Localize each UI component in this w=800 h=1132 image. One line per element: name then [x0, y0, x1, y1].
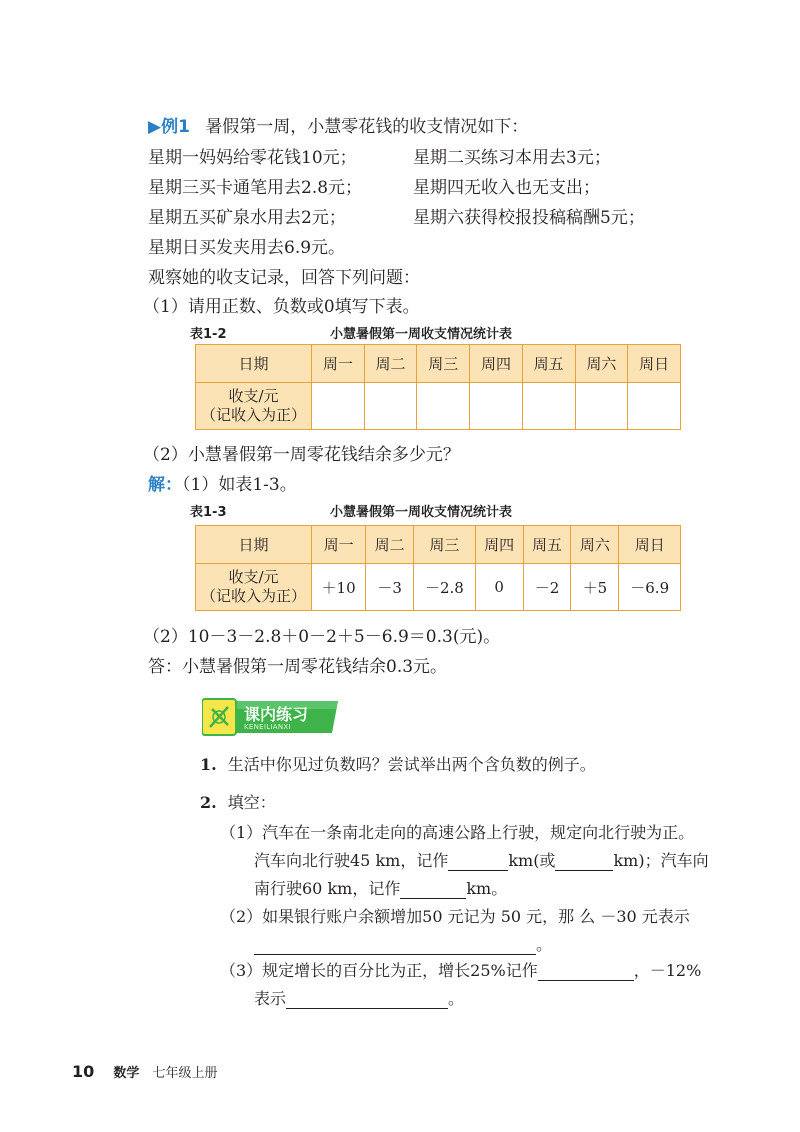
- table-title: 小慧暑假第一周收支情况统计表: [330, 327, 513, 342]
- sub-question-2-line-1: （2）如果银行账户余额增加50 元记为 50 元，那 么 －30 元表示: [220, 907, 690, 926]
- table-cell: 日期: [196, 526, 312, 564]
- fill-blank[interactable]: [400, 898, 466, 899]
- page-footer: [72, 1062, 217, 1081]
- question-2: （2）小慧暑假第一周零花钱结余多少元？: [143, 445, 460, 465]
- sub-question-1-line-1: （1）汽车在一条南北走向的高速公路上行驶，规定向北行驶为正。: [220, 823, 695, 842]
- practice-banner: [202, 697, 342, 737]
- solution-line-1: [148, 470, 297, 495]
- table-cell: 周日: [619, 526, 681, 564]
- row-header-line: 收支/元: [228, 568, 279, 586]
- table-row: [196, 564, 681, 611]
- example-item: 星期五买矿泉水用去2元；: [148, 208, 346, 228]
- fill-blank[interactable]: [286, 1008, 448, 1009]
- table-cell: 周一: [312, 526, 366, 564]
- item-number: 2.: [200, 793, 217, 812]
- row-header-cell: [196, 564, 312, 611]
- table-cell: 周日: [628, 345, 681, 383]
- fill-blank[interactable]: [254, 954, 536, 955]
- solution-line-2: （2）10－3－2.8＋0－2＋5－6.9＝0.3(元)。: [143, 627, 501, 647]
- footer-book: 七年级上册: [152, 1066, 218, 1081]
- table-header-row: [196, 526, 681, 564]
- example-intro: 暑假第一周，小慧零花钱的收支情况如下：: [205, 117, 529, 137]
- table-cell: [470, 383, 523, 430]
- table-cell: ＋5: [571, 564, 619, 611]
- solution-answer: 答：小慧暑假第一周零花钱结余0.3元。: [148, 657, 448, 677]
- table-1-2: [195, 344, 681, 430]
- example-item: 星期三买卡通笔用去2.8元；: [148, 178, 363, 198]
- table-cell: －2.8: [414, 564, 476, 611]
- table-cell: 周四: [475, 526, 523, 564]
- table-row: [196, 383, 681, 430]
- fill-blank[interactable]: [448, 870, 508, 871]
- table-cell: ＋10: [312, 564, 366, 611]
- solution-text: （1）如表1-3。: [182, 475, 297, 495]
- table-cell: 周五: [522, 345, 575, 383]
- example-item: 星期六获得校报投稿稿酬5元；: [413, 208, 645, 228]
- fill-blank[interactable]: [555, 870, 613, 871]
- table-title: 小慧暑假第一周收支情况统计表: [330, 505, 513, 520]
- row-header-line: （记收入为正）: [200, 406, 306, 424]
- row-header-cell: [196, 383, 312, 430]
- table-cell: 周六: [571, 526, 619, 564]
- table-1-3: [195, 525, 681, 611]
- fill-text: km(或: [508, 851, 556, 870]
- table-cell: －6.9: [619, 564, 681, 611]
- observe-instruction: 观察她的收支记录，回答下列问题：: [148, 268, 420, 288]
- fill-text: km)；汽车向: [613, 851, 709, 870]
- table-cell: [312, 383, 365, 430]
- table-cell: 周六: [575, 345, 628, 383]
- table-cell: 周二: [366, 526, 414, 564]
- fill-text: （3）规定增长的百分比为正，增长25%记作: [220, 961, 538, 980]
- table-header-row: [196, 345, 681, 383]
- example-item: 星期一妈妈给零花钱10元；: [148, 148, 357, 168]
- practice-item-2: [200, 790, 276, 813]
- table-cell: [575, 383, 628, 430]
- table-cell: 0: [475, 564, 523, 611]
- fill-text: 汽车向北行驶45 km，记作: [254, 851, 449, 870]
- table-cell: 日期: [196, 345, 312, 383]
- item-number: 1.: [200, 755, 217, 774]
- table-number: 表1-2: [190, 327, 227, 342]
- practice-item-1: [200, 752, 596, 775]
- row-header-line: 收支/元: [228, 387, 279, 405]
- example-heading: [148, 112, 528, 137]
- table-cell: 周三: [414, 526, 476, 564]
- table-cell: 周二: [364, 345, 417, 383]
- sub-question-2-line-2: [254, 932, 552, 955]
- fill-blank[interactable]: [538, 980, 634, 981]
- table-number: 表1-3: [190, 505, 227, 520]
- example-item: 星期四无收入也无支出；: [413, 178, 600, 198]
- sub-question-1-line-3: [254, 876, 507, 899]
- table-cell: [522, 383, 575, 430]
- sub-question-3-line-2: [254, 986, 464, 1009]
- footer-subject: 数学: [113, 1066, 140, 1081]
- fill-text: ，－12%: [633, 961, 702, 980]
- banner-title: 课内练习: [244, 705, 309, 724]
- item-text: 生活中你见过负数吗？尝试举出两个含负数的例子。: [227, 755, 596, 774]
- item-text: 填空：: [227, 793, 276, 812]
- table-cell: －3: [366, 564, 414, 611]
- page-number: 10: [72, 1062, 95, 1081]
- sub-question-1-line-2: [254, 848, 709, 871]
- table-cell: [628, 383, 681, 430]
- fill-text: 。: [448, 989, 465, 1008]
- table-cell: 周五: [523, 526, 571, 564]
- banner-subtitle: KENEILIANXI: [244, 723, 291, 731]
- example-item: 星期日买发夹用去6.9元。: [148, 238, 346, 258]
- fill-text: 。: [536, 935, 553, 954]
- table-cell: －2: [523, 564, 571, 611]
- solution-label: 解：: [148, 475, 182, 495]
- fill-text: 南行驶60 km，记作: [254, 879, 401, 898]
- sub-question-3-line-1: [220, 958, 701, 981]
- example-label: ▶例1: [148, 117, 190, 137]
- question-1: （1）请用正数、负数或0填写下表。: [143, 297, 420, 317]
- table-cell: 周一: [312, 345, 365, 383]
- table-cell: 周四: [470, 345, 523, 383]
- table-cell: [364, 383, 417, 430]
- table-cell: [417, 383, 470, 430]
- example-item: 星期二买练习本用去3元；: [413, 148, 611, 168]
- fill-text: km。: [466, 879, 508, 898]
- fill-text: 表示: [254, 989, 287, 1008]
- row-header-line: （记收入为正）: [200, 587, 306, 605]
- table-cell: 周三: [417, 345, 470, 383]
